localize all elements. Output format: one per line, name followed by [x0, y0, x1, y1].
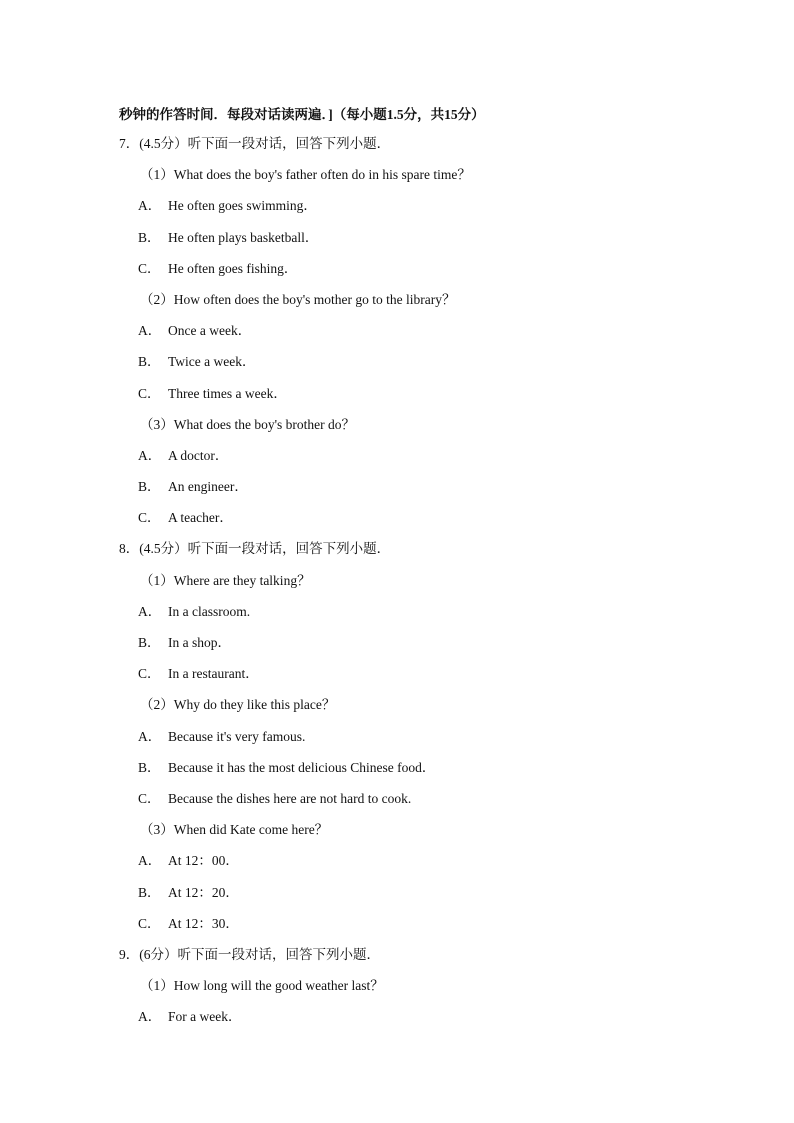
option-text: He often goes swimming．: [168, 198, 317, 214]
option-text: At 12：00．: [168, 853, 239, 869]
option-text: At 12：30．: [168, 915, 239, 931]
option-text: Because it has the most delicious Chinese food．: [168, 759, 436, 775]
option-letter: A．: [138, 603, 162, 619]
option-letter: B．: [138, 759, 161, 775]
answer-option: [0, 443, 794, 474]
sub-question-prompt: （1）What does the boy's father often do in his spare time？: [140, 167, 471, 183]
answer-option: [0, 755, 794, 786]
option-letter: A．: [138, 198, 162, 214]
answer-option: [0, 381, 794, 412]
option-text: Twice a week．: [168, 354, 256, 370]
option-letter: C．: [138, 260, 161, 276]
option-letter: C．: [138, 666, 161, 682]
answer-option: [0, 661, 794, 692]
option-letter: A．: [138, 447, 162, 463]
option-text: Because the dishes here are not hard to cook.: [168, 790, 412, 806]
option-letter: C．: [138, 915, 161, 931]
question-stem: 7．(4.5分）听下面一段对话，回答下列小题．: [119, 136, 391, 151]
answer-option: [0, 193, 794, 224]
answer-option: [0, 786, 794, 817]
option-letter: B．: [138, 635, 161, 650]
option-text: A doctor．: [168, 447, 229, 463]
answer-option: [0, 724, 794, 755]
option-letter: B．: [138, 354, 161, 370]
sub-question-prompt: （2）Why do they like this place？: [140, 697, 336, 713]
answer-option: [0, 349, 794, 380]
sub-question-prompt: （1）Where are they talking？: [140, 572, 311, 588]
option-text: An engineer．: [168, 479, 248, 495]
option-letter: A．: [138, 728, 162, 744]
option-text: Once a week．: [168, 323, 252, 339]
question-list: [0, 131, 794, 1035]
option-letter: B．: [138, 884, 161, 900]
section-instructions: 秒钟的作答时间．每段对话读两遍．]（每小题1.5分，共15分）: [119, 107, 485, 122]
sub-question-prompt: （1）How long will the good weather last？: [140, 978, 384, 994]
answer-option: [0, 848, 794, 879]
option-text: Three times a week．: [168, 385, 287, 401]
answer-option: [0, 256, 794, 287]
option-text: In a restaurant．: [168, 666, 259, 682]
option-text: At 12：20．: [168, 884, 239, 900]
answer-option: [0, 630, 794, 661]
option-text: He often plays basketball．: [168, 229, 319, 245]
option-letter: B．: [138, 229, 161, 245]
answer-option: [0, 1004, 794, 1035]
option-text: In a classroom.: [168, 603, 251, 619]
option-text: He often goes fishing．: [168, 260, 298, 276]
option-text: Because it's very famous.: [168, 728, 306, 744]
answer-option: [0, 599, 794, 630]
option-letter: A．: [138, 323, 162, 339]
option-letter: C．: [138, 790, 161, 806]
sub-question-prompt: （3）What does the boy's brother do？: [140, 416, 356, 432]
answer-option: [0, 474, 794, 505]
question-stem: 8．(4.5分）听下面一段对话，回答下列小题．: [119, 541, 391, 557]
answer-option: [0, 880, 794, 911]
option-text: In a shop．: [168, 635, 231, 650]
option-letter: A．: [138, 853, 162, 869]
answer-option: [0, 318, 794, 349]
answer-option: [0, 911, 794, 942]
option-letter: C．: [138, 510, 161, 526]
sub-question-prompt: （3）When did Kate come here？: [140, 822, 329, 838]
option-text: For a week．: [168, 1009, 242, 1025]
sub-question-prompt: （2）How often does the boy's mother go to the library？: [140, 291, 456, 307]
question-stem: 9．(6分）听下面一段对话，回答下列小题．: [119, 946, 380, 962]
option-letter: C．: [138, 385, 161, 401]
answer-option: [0, 505, 794, 536]
option-letter: A．: [138, 1009, 162, 1025]
option-text: A teacher．: [168, 510, 233, 526]
option-letter: B．: [138, 479, 161, 495]
answer-option: [0, 225, 794, 256]
